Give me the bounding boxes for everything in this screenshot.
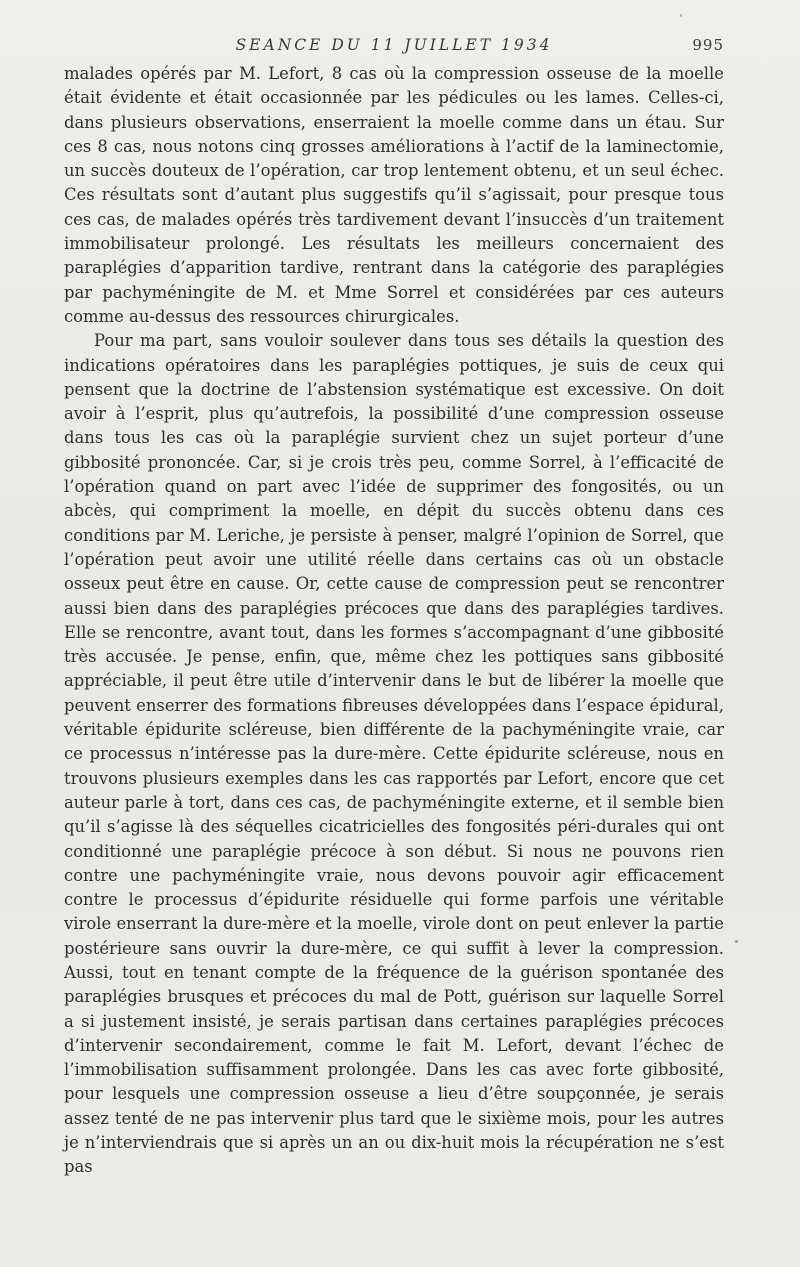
running-title: SEANCE DU 11 JUILLET 1934 [235, 36, 553, 54]
paragraph-continuation: malades opérés par M. Lefort, 8 cas où la compression osseuse de la moelle était évidente et était occasionnée par les pédicules ou les lames. Celles-ci, dans plusieurs observations, enserraient la moelle comme dans un étau. Sur ces 8 cas, nous notons cinq grosses améliorations à l’actif de la laminectomie, un succès douteux de l’opération, car trop lentement obtenu, et un seul échec. Ces résultats sont d’autant plus suggestifs qu’il s’agissait, pour presque tous ces cas, de malades opérés très tardivement devant l’insuccès d’un traitement immobilisateur prolongé. Les résultats les meilleurs concernaient des paraplégies d’apparition tardive, rentrant dans la catégorie des paraplégies par pachyméningite de M. et Mme Sorrel et considérées par ces auteurs comme au-dessus des ressources chirurgicales. [64, 64, 724, 326]
paragraph-main: Pour ma part, sans vouloir soulever dans tous ses détails la question des indications opératoires dans les paraplégies pottiques, je suis de ceux qui pensent que la doctrine de l’abstension systématique est excessive. On doit avoir à l’esprit, plus qu’autrefois, la possibilité d’une compression osseuse dans tous les cas où la paraplégie survient chez un sujet porteur d’une gibbosité prononcée. Car, si je crois très peu, comme Sorrel, à l’efficacité de l’opération quand on part avec l’idée de supprimer des fongosités, ou un abcès, qui compriment la moelle, en dépit du succès obtenu dans ces conditions par M. Leriche, je persiste à penser, malgré l’opinion de Sorrel, que l’opération peut avoir une utilité réelle dans certains cas où un obstacle osseux peut être en cause. Or, cette cause de compression peut se rencontrer aussi bien dans des paraplégies précoces que dans des paraplégies tardives. Elle se rencontre, avant tout, dans les formes s’accompagnant d’une gibbosité très accusée. Je pense, enfin, que, même chez les pottiques sans gibbosité appréciable, il peut être utile d’intervenir dans le but de libérer la moelle que peuvent enserrer des formations fibreuses développées dans l’espace épidural, véritable épidurite scléreuse, bien différente de la pachyméningite vraie, car ce processus n’intéresse pas la dure-mère. Cette épidurite scléreuse, nous en trouvons plusieurs exemples dans les cas rapportés par Lefort, encore que cet auteur parle à tort, dans ces cas, de pachyméningite externe, et il semble bien qu’il s’agisse là des séquelles cicatricielles des fongosités péri-durales qui ont conditionné une paraplégie précoce à son début. Si nous ne pouvons rien contre une pachyméningite vraie, nous devons pouvoir agir efficacement contre le processus d’épidurite résiduelle qui forme parfois une véritable virole enserrant la dure-mère et la moelle, virole dont on peut enlever la partie postérieure sans ouvrir la dure-mère, ce qui suffit à lever la compression. Aussi, tout en tenant compte de la fréquence de la guérison spontanée des paraplégies brusques et précoces du mal de Pott, guérison sur laquelle Sorrel a si justement insisté, je serais partisan dans certaines paraplégies précoces d’intervenir secondairement, comme le fait M. Lefort, devant l’échec de l’immobilisation suffisamment prolongée. Dans les cas avec forte gibbosité, pour lesquels une compression osseuse a lieu d’être soupçonnée, je serais assez tenté de ne pas intervenir plus tard que le sixième mois, pour les autres je n’interviendrais que si après un an ou dix-huit mois la récupération ne s’est pas [64, 331, 724, 1177]
paper-speck [680, 14, 682, 17]
page-header [64, 36, 724, 60]
paper-speck [735, 940, 738, 943]
body-text [64, 62, 724, 1180]
page-number: 995 [692, 36, 724, 54]
